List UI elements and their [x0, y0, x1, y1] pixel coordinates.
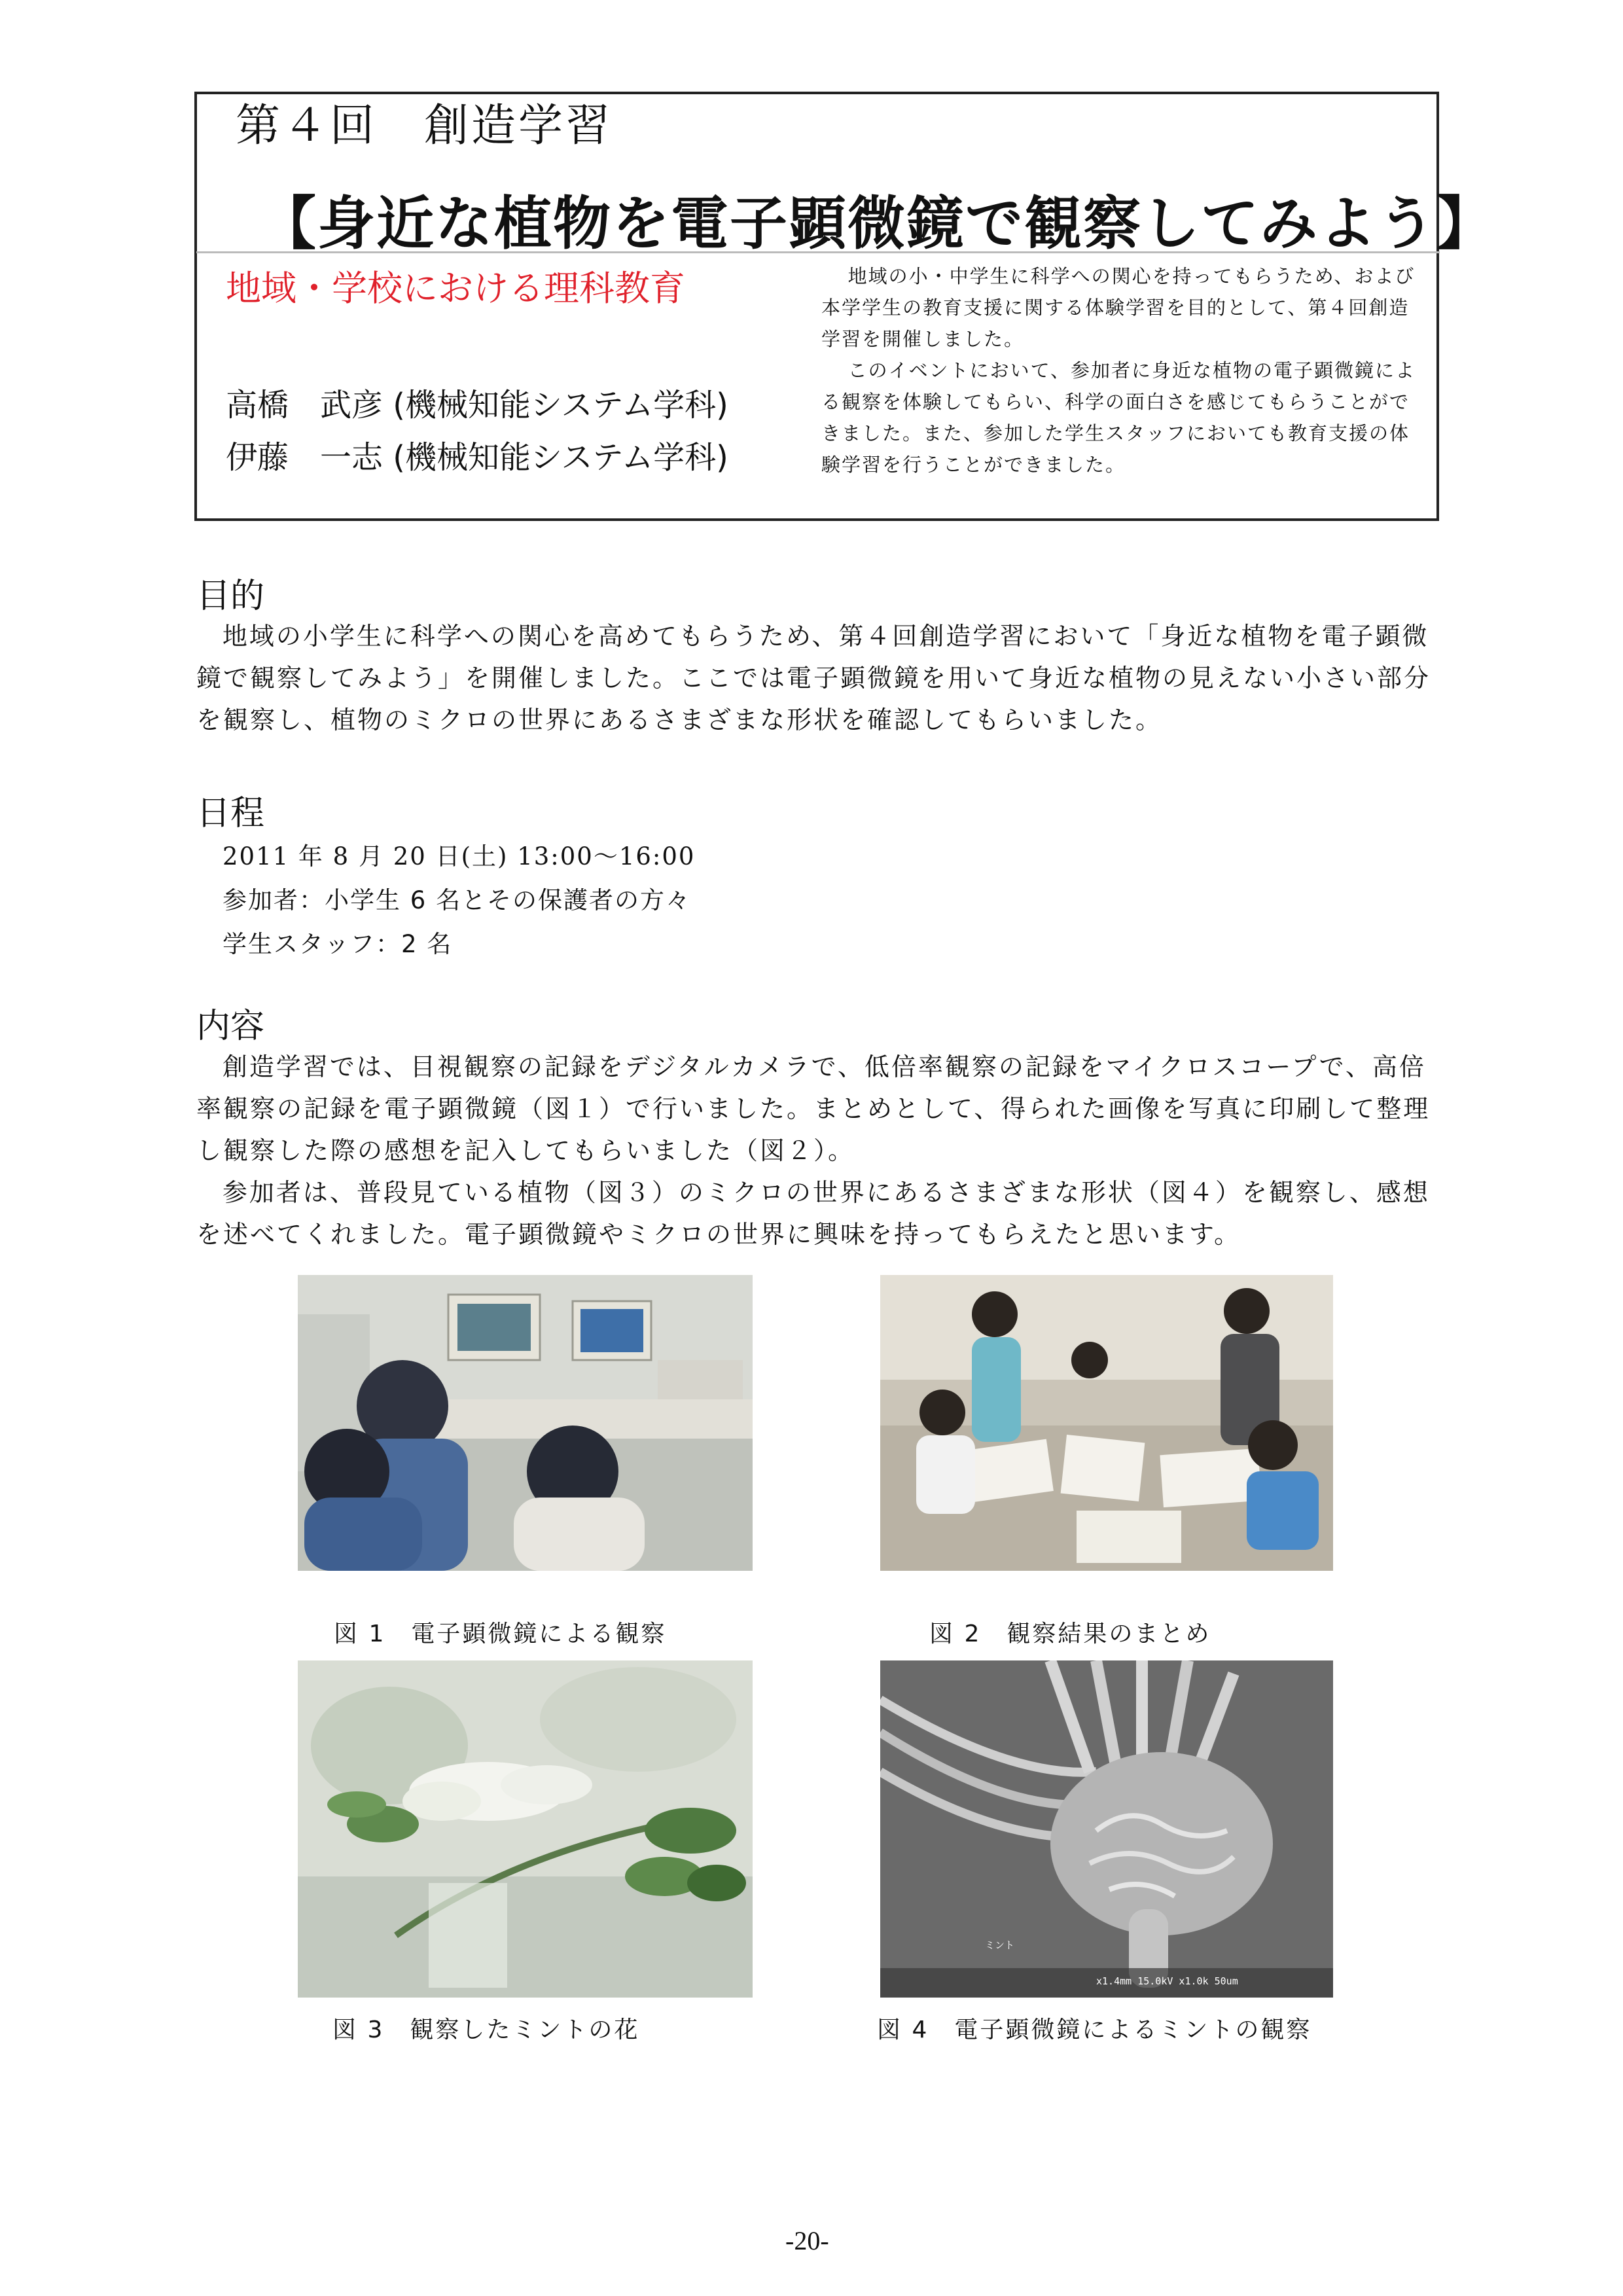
- mint-flower-illustration: [298, 1660, 753, 1998]
- figure-4-caption: 図 4 電子顕微鏡によるミントの観察: [877, 2017, 1312, 2043]
- main-title: 【身近な植物を電子顕微鏡で観察してみよう】: [259, 190, 1496, 257]
- content-paragraph: 創造学習では、目視観察の記録をデジタルカメラで、低倍率観察の記録をマイクロスコープで、高倍率観察の記録を電子顕微鏡（図１）で行いました。まとめとして、得られた画像を写真に印刷して整理し観察した際の感想を記入してもらいました（図２）。: [196, 1052, 1431, 1165]
- abstract: [821, 260, 1417, 480]
- schedule-heading: 日程: [196, 794, 265, 833]
- figure-2-photo: [880, 1275, 1333, 1571]
- figure-1-photo: [298, 1275, 753, 1571]
- sem-parameters: x1.4mm 15.0kV x1.0k 50um: [1096, 1975, 1238, 1987]
- author-name: 高橋 武彦 (機械知能システム学科): [226, 387, 728, 423]
- schedule-date: 2011 年 8 月 20 日(土) 13:00～16:00: [223, 842, 696, 870]
- content-text: [196, 1046, 1440, 1255]
- schedule-participants: 参加者：小学生 6 名とその保護者の方々: [223, 886, 692, 914]
- session-title: 第４回 創造学習: [236, 100, 613, 152]
- abstract-paragraph: 地域の小・中学生に科学への関心を持ってもらうため、および本学学生の教育支援に関する体験学習を目的として、第４回創造学習を開催しました。: [821, 265, 1416, 350]
- purpose-heading: 目的: [196, 577, 265, 616]
- purpose-text: [196, 615, 1440, 741]
- sem-image-illustration: [880, 1660, 1333, 1998]
- sem-sample-label: ミント: [985, 1939, 1015, 1951]
- figure-2-caption: 図 2 観察結果のまとめ: [929, 1621, 1211, 1647]
- figure-1-caption: 図 1 電子顕微鏡による観察: [334, 1621, 667, 1647]
- title-divider: [196, 251, 1440, 253]
- purpose-paragraph: 地域の小学生に科学への関心を高めてもらうため、第４回創造学習において「身近な植物を電子顕微鏡で観察してみよう」を開催しました。ここでは電子顕微鏡を用いて身近な植物の見えない小さい部分を観察し、植物のミクロの世界にあるさまざまな形状を確認してもらいました。: [196, 622, 1431, 734]
- figure-3-photo: [298, 1660, 753, 1998]
- subtitle: 地域・学校における理科教育: [226, 268, 685, 309]
- schedule-staff: 学生スタッフ：2 名: [223, 930, 453, 958]
- figure-4-photo: [880, 1660, 1333, 1998]
- author-name: 伊藤 一志 (機械知能システム学科): [226, 439, 728, 476]
- figure-3-caption: 図 3 観察したミントの花: [332, 2017, 640, 2043]
- lab-scene-illustration: [298, 1275, 753, 1571]
- content-paragraph: 参加者は、普段見ている植物（図３）のミクロの世界にあるさまざまな形状（図４）を観察し、感想を述べてくれました。電子顕微鏡やミクロの世界に興味を持ってもらえたと思います。: [196, 1178, 1430, 1249]
- page-number: -20-: [785, 2226, 829, 2255]
- abstract-paragraph: このイベントにおいて、参加者に身近な植物の電子顕微鏡による観察を体験してもらい、科学の面白さを感じてもらうことができました。また、参加した学生スタッフにおいても教育支援の体験学習を行うことができました。: [821, 359, 1416, 476]
- activity-scene-illustration: [880, 1275, 1333, 1571]
- content-heading: 内容: [196, 1007, 265, 1046]
